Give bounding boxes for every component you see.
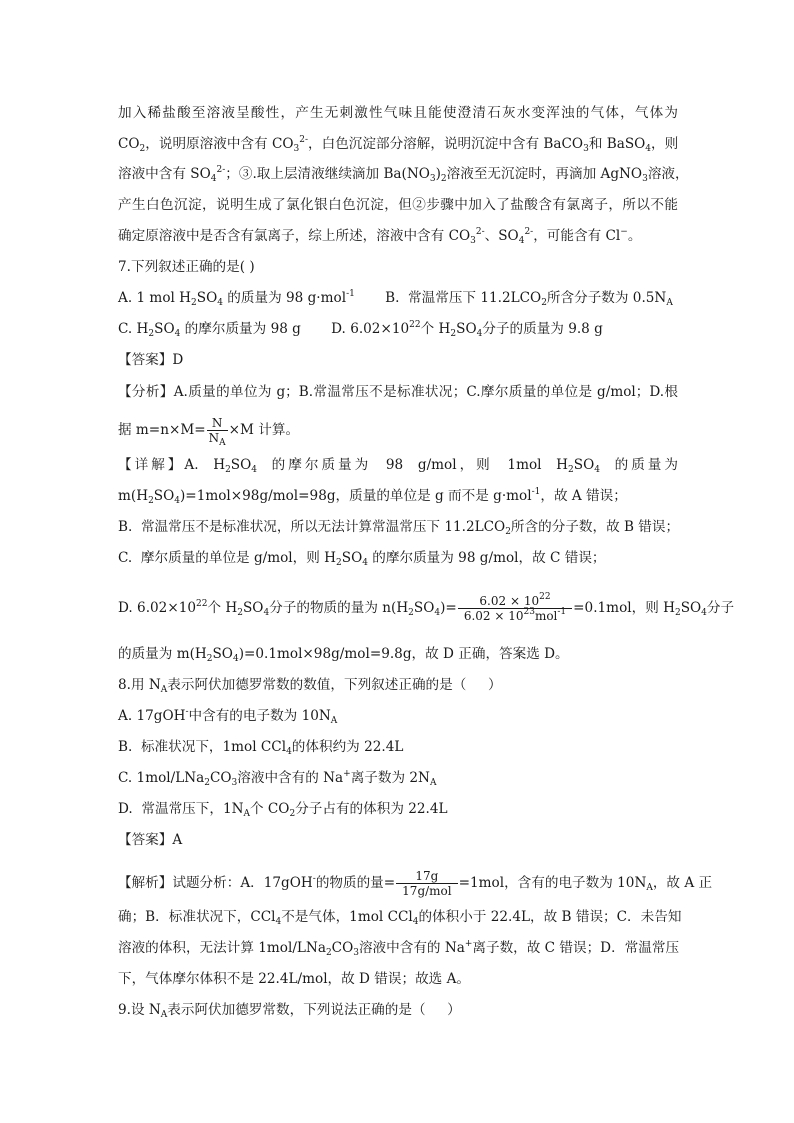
text-line: 确定原溶液中是否含有氯离子，综上所述，溶液中含有 $CO_3^{2-}$、$SO_4^{2-}$，可能含有 Cl−。 <box>118 227 642 246</box>
question-8-option-d: D. 常温常压下，$1N_A$个 $CO_2$分子占有的体积为 22.4L <box>118 801 448 819</box>
detail-7-line: 的质量为 $m(H_2SO_4)=0.1mol\times 98g/mol=9.8g$，故 D 正确，答案选 D。 <box>118 646 569 664</box>
detail-7-line: $m(H_2SO_4)=1mol\times 98g/mol=98g$，质量的单位是 g 而不是 g·mol$^{-1}$，故 A 错误； <box>118 487 627 506</box>
detail-7-line: C. 摩尔质量的单位是 g/mol，则 $H_2SO_4$ 的摩尔质量为 98 g/mol，故 C 错误； <box>118 550 606 568</box>
detail-7-line: B. 常温常压不是标准状况，所以无法计算常温常压下 $11.2LCO_2$所含的分子数，故 B 错误； <box>118 519 680 537</box>
question-7-title: 7.下列叙述正确的是( ) <box>118 259 255 275</box>
answer-7: 【答案】D <box>118 352 184 368</box>
formula-line: 据 m=n×M= $\frac{N}{N_A}$ ×M 计算。 <box>118 416 300 448</box>
question-9-title: 9.设 $N_A$表示阿伏加德罗常数，下列说法正确的是（ ） <box>118 1002 461 1020</box>
detail-7-line: 【详解】A. $H_2SO_4$ 的摩尔质量为 98 g/mol，则 1mol $H_2SO_4$ 的质量为 <box>118 457 679 475</box>
answer-8: 【答案】A <box>118 832 183 848</box>
analysis-7: 【分析】A.质量的单位为 g；B.常温常压不是标准状况；C.摩尔质量的单位是 g/mol；D.根 <box>118 384 678 400</box>
text-line: 加入稀盐酸至溶液呈酸性，产生无刺激性气味且能使澄清石灰水变浑浊的气体，气体为 <box>118 105 678 121</box>
question-7-options-ab: A. 1 mol $H_2SO_4$ 的质量为 98 g·mol$^{-1}$ B. 常温常压下 $11.2LCO_2$所含分子数为 $0.5N_A$ <box>118 289 673 308</box>
explanation-8-line: 确；B．标准状况下，CCl$_4$不是气体，1mol CCl$_4$的体积小于 22.4L，故 B 错误；C．未告知 <box>118 909 682 927</box>
question-8-title: 8.用 $N_A$表示阿伏加德罗常数的数值，下列叙述正确的是（ ） <box>118 677 502 695</box>
question-7-options-cd: C. $H_2SO_4$ 的摩尔质量为 98 g D. $6.02\times 10^{22}$个 $H_2SO_4$分子的质量为 9.8 g <box>118 320 603 339</box>
explanation-8-line: 溶液的体积，无法计算 $1mol/LNa_2CO_3$溶液中含有的 Na+离子数，故 C 错误；D．常温常压 <box>118 939 680 958</box>
question-8-option-c: C. $1mol/LNa_2CO_3$溶液中含有的 Na+离子数为 $2N_A$ <box>118 769 437 788</box>
question-8-option-b: B. 标准状况下，1mol CCl$_4$的体积约为 22.4L <box>118 739 404 757</box>
explanation-8-line: 【解析】试题分析：A．17gOH-的物质的量= $\frac{17g}{\text{17g/mol}}$ =1mol，含有的电子数为 $10N_A$，故 A 正 <box>118 869 713 898</box>
explanation-8-line: 下，气体摩尔体积不是 22.4L/mol，故 D 错误；故选 A。 <box>118 971 470 987</box>
detail-7-line: D. $6.02\times 10^{22}$个 $H_2SO_4$分子的物质的量为 $n(H_2SO_4)=$ $\frac{6.02 \times 10^{22}}{6.02 \times 10^{23}mol^{-1}}$ =0.1mol，则 $H_2SO_4$分子 <box>118 592 735 623</box>
question-8-option-a: A. 17gOH-中含有的电子数为 $10N_A$ <box>118 707 338 726</box>
text-line: 产生白色沉淀，说明生成了氯化银白色沉淀，但②步骤中加入了盐酸含有氯离子，所以不能 <box>118 197 678 213</box>
text-line: 溶液中含有 $SO_4^{2-}$；③.取上层清液继续滴加 $Ba(NO_3)_2$溶液至无沉淀时，再滴加 AgNO$_3$溶液， <box>118 165 689 184</box>
text-line: $CO_2$，说明原溶液中含有 $CO_3^{2-}$，白色沉淀部分溶解，说明沉淀中含有 BaCO$_3$和 BaSO$_4$，则 <box>118 135 679 154</box>
